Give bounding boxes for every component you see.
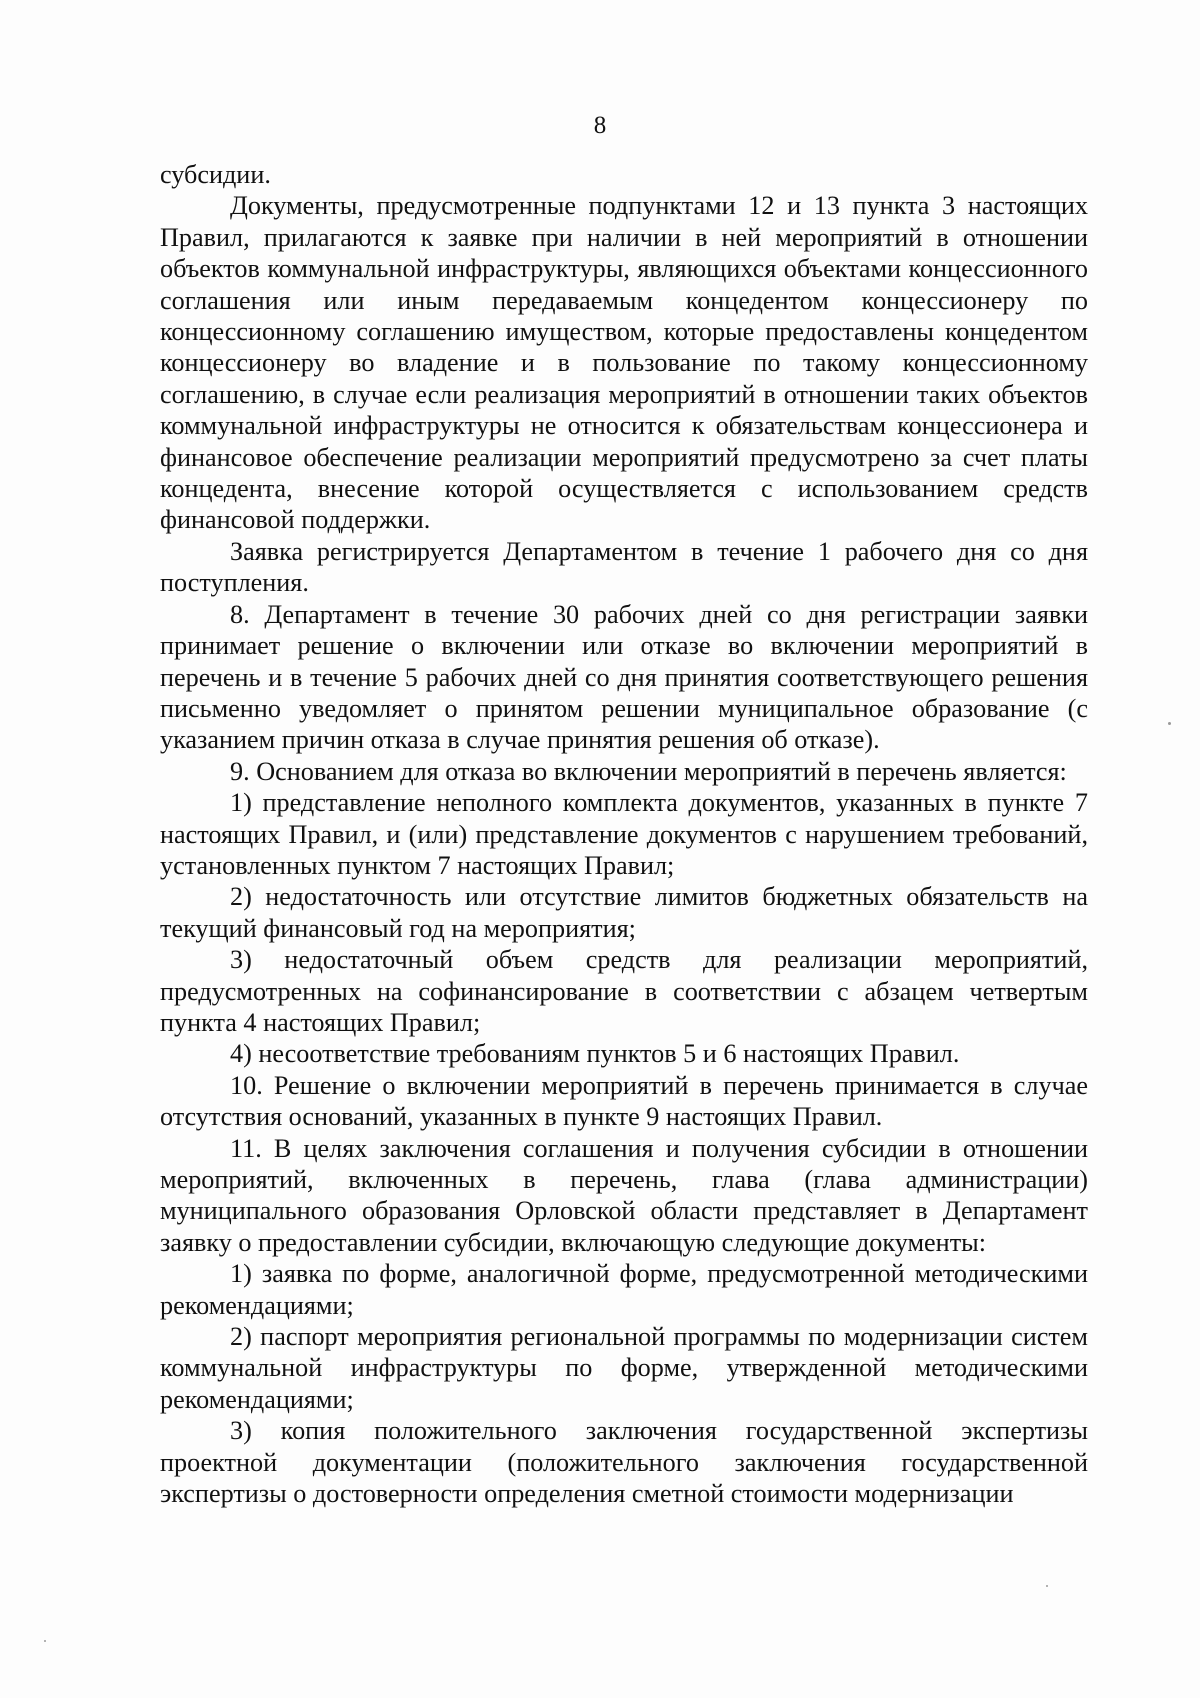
list-item: 4) несоответствие требованиям пунктов 5 и 6 настоящих Правил. [230, 1039, 960, 1069]
list-item: 1) представление неполного комплекта документов, указанных в пункте 7 настоящих Правил, и (или) представление документов с нарушением требований, установленных пунктом 7 настоящих Правил; [160, 788, 1088, 880]
list-item: 2) недостаточность или отсутствие лимитов бюджетных обязательств на текущий финансовый год на мероприятия; [160, 882, 1088, 943]
paragraph: Заявка регистрируется Департаментом в течение 1 рабочего дня со дня поступления. [160, 536, 1088, 598]
paragraph: субсидии. [160, 160, 271, 189]
paragraph: 8. Департамент в течение 30 рабочих дней со дня регистрации заявки принимает решение о включении или отказе во включении мероприятий в перечень и в течение 5 рабочих дней со дня принятия соответствующего решения письменно уведомляет о принятом решении муниципальное образование (с указанием причин отказа в случае принятия решения об отказе). [160, 599, 1088, 755]
scan-speck [44, 1640, 46, 1642]
paragraph: 10. Решение о включении мероприятий в перечень принимается в случае отсутствия оснований, указанных в пункте 9 настоящих Правил. [160, 1070, 1088, 1132]
list-item: 2) паспорт мероприятия региональной программы по модернизации систем коммунальной инфраструктуры по форме, утвержденной методическими рекомендациями; [160, 1322, 1088, 1414]
scan-speck [1168, 722, 1171, 725]
paragraph: 9. Основанием для отказа во включении мероприятий в перечень является: [230, 756, 1067, 786]
list-item: 1) заявка по форме, аналогичной форме, предусмотренной методическими рекомендациями; [160, 1259, 1088, 1320]
list-item: 3) недостаточный объем средств для реализации мероприятий, предусмотренных на софинансирование в соответствии с абзацем четвертым пункта 4 настоящих Правил; [160, 945, 1088, 1037]
page-number: 8 [593, 112, 607, 139]
paragraph: Документы, предусмотренные подпунктами 12 и 13 пункта 3 настоящих Правил, прилагаются к заявке при наличии в ней мероприятий в отношении объектов коммунальной инфраструктуры, являющихся объектами концессионного соглашения или иным передаваемым концедентом концессионеру по концессионному соглашению имуществом, которые предоставлены концедентом концессионеру во владение и в пользование по такому концессионному соглашению, в случае если реализация мероприятий в отношении таких объектов коммунальной инфраструктуры не относится к обязательствам концессионера и финансовое обеспечение реализации мероприятий предусмотрено за счет платы концедента, внесение которой осуществляется с использованием средств финансовой поддержки. [160, 191, 1088, 535]
document-body [160, 159, 1088, 1509]
list-item: 3) копия положительного заключения государственной экспертизы проектной документации (положительного заключения государственной экспертизы о достоверности определения сметной стоимости модернизации [160, 1416, 1088, 1509]
paragraph: 11. В целях заключения соглашения и получения субсидии в отношении мероприятий, включенных в перечень, глава (глава администрации) муниципального образования Орловской области представляет в Департамент заявку о предоставлении субсидии, включающую следующие документы: [160, 1133, 1088, 1257]
scan-speck [1046, 1585, 1048, 1587]
